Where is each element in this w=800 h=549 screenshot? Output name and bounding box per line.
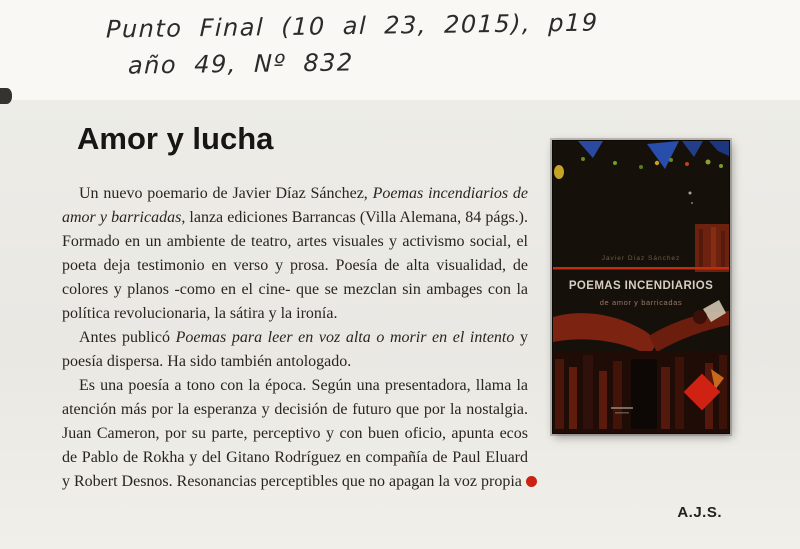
cover-flames (553, 351, 729, 433)
article-title: Amor y lucha (77, 121, 274, 156)
paragraph-text: Antes publicó (79, 329, 176, 346)
book-cover-float (540, 116, 770, 432)
cover-author-text: Javier Díaz Sánchez (601, 255, 681, 262)
article-byline: A.J.S. (677, 504, 722, 521)
cover-subtitle-text: de amor y barricadas (599, 298, 683, 307)
paragraph-text: y poesía dispersa. Ha sido también antologado. (62, 329, 528, 370)
newspaper-article (62, 116, 770, 521)
paragraph-text: Es una poesía a tono con la época. Según una presentadora, llama la atención más por la esperanza y decisión de futuro que por la nostalgia. Juan Cameron, por su parte, perceptivo y con buen oficio, apunta ecos de Pablo de Rokha y del Gitano Rodríguez en compañía de Paul Eluard y Robert Desnos. Resonancias perceptibles que no apagan la voz propia (62, 377, 528, 490)
paragraph-text: Un nuevo poemario de Javier Díaz Sánchez, (79, 185, 373, 202)
handwritten-annotation-line-2: año 49, Nº 832 (127, 48, 355, 80)
cover-title-text: POEMAS INCENDIARIOS (568, 280, 714, 292)
book-title-italic: Poemas incendiarios de amor y barricadas (62, 185, 529, 226)
book-title-italic: Poemas para leer en voz alta o morir en el intento (175, 329, 515, 346)
end-of-article-red-dot (526, 476, 537, 487)
paragraph-text: , lanza ediciones Barrancas (Villa Alemana, 84 págs.). Formado en un ambiente de teatro, artes visuales y activismo social, el poeta deja testimonio en verso y prosa. Poesía de alta visualidad, de colores y planos -como en el cine- que se mezclan sin ambages con la política revolucionaria, la sátira y la ironía. (62, 209, 529, 322)
handwritten-annotation-line-1: Punto Final (10 al 23, 2015), p19 (105, 8, 599, 44)
cover-red-rule (553, 267, 729, 270)
book-cover (552, 140, 730, 434)
book-cover-art (553, 141, 729, 433)
cover-red-texture (695, 224, 729, 272)
scan-artifact-blob (0, 88, 12, 104)
